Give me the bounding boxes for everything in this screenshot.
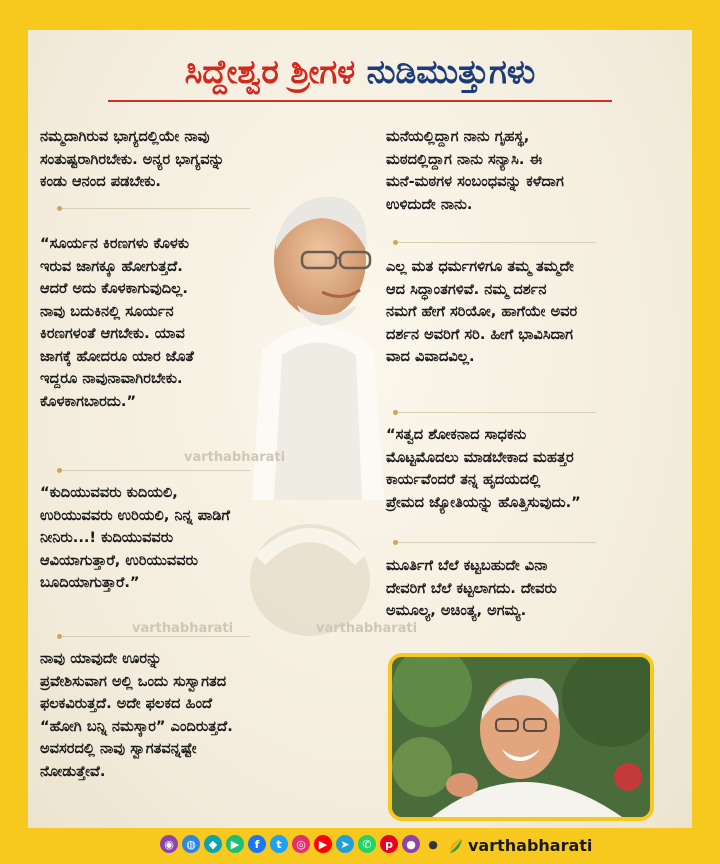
web-icon[interactable]: ◉ xyxy=(160,835,178,853)
right-quote-3 xyxy=(386,424,581,514)
text-line: ಕಂಡು ಆನಂದ ಪಡಬೇಕು. xyxy=(40,173,161,190)
text-line: ಫಲಕವಿರುತ್ತದೆ. ಅದೇ ಫಲಕದ ಹಿಂದೆ xyxy=(40,695,213,712)
left-quote-3 xyxy=(40,482,230,595)
title-red: ಸಿದ್ದೇಶ್ವರ ಶ್ರೀಗಳ xyxy=(184,52,356,91)
text-line: ಅವಸರದಲ್ಲಿ ನಾವು ಸ್ವಾಗತವನ್ನಷ್ಟೇ xyxy=(40,740,197,757)
text-line: ನಮ್ಮದಾಗಿರುವ ಭಾಗ್ಯದಲ್ಲಿಯೇ ನಾವು xyxy=(40,128,210,145)
divider xyxy=(60,470,250,471)
title-blue: ನುಡಿಮುತ್ತುಗಳು xyxy=(366,52,536,91)
text-line: ನೀನಿರು...! ಕುದಿಯುವವರು xyxy=(40,529,174,546)
text-line: “ಸೂರ್ಯನ ಕಿರಣಗಳು ಕೊಳಕು xyxy=(40,235,190,252)
instagram-icon[interactable]: ◎ xyxy=(292,835,310,853)
watermark-3: varthabharati xyxy=(316,621,418,636)
divider xyxy=(396,412,596,413)
facebook-icon[interactable]: f xyxy=(248,835,266,853)
text-line: ನಾವು ಯಾವುದೇ ಊರನ್ನು xyxy=(40,650,162,667)
text-line: ಜಾಗಕ್ಕೆ ಹೋದರೂ ಯಾರ ಜೊತೆ xyxy=(40,347,194,365)
text-line: ಮನೆಯಲ್ಲಿದ್ದಾಗ ನಾನು ಗೃಹಸ್ಥ, xyxy=(386,128,530,145)
podcast-icon[interactable]: ● xyxy=(402,835,420,853)
right-quote-4 xyxy=(386,555,557,623)
left-quote-4 xyxy=(40,648,233,783)
divider xyxy=(396,242,596,243)
telegram-icon[interactable]: ➤ xyxy=(336,835,354,853)
text-line: ಆದ ಸಿದ್ಧಾಂತಗಳಿವೆ. ನಮ್ಮ ದರ್ಶನ xyxy=(386,280,547,298)
text-line: ಕಿರಣಗಳಂತೆ ಆಗಬೇಕು. ಯಾವ xyxy=(40,325,185,342)
text-line: ಇದ್ದರೂ ನಾವುನಾವಾಗಿರಬೇಕು. xyxy=(40,370,183,387)
page-title xyxy=(0,50,720,94)
text-line: ನಾವು ಬದುಕಿನಲ್ಲಿ ಸೂರ್ಯನ xyxy=(40,302,174,320)
left-quote-2 xyxy=(40,233,194,413)
text-line: ಕೊಳಕಾಗಬಾರದು.” xyxy=(40,392,137,410)
text-line: ಪ್ರೇಮದ ಜ್ಯೋತಿಯನ್ನು ಹೊತ್ತಿಸುವುದು.” xyxy=(386,493,581,511)
text-line: ಮನೆ-ಮಠಗಳ ಸಂಬಂಧವನ್ನು ಕಳೆದಾಗ xyxy=(386,173,564,190)
text-line: ವಾದ ವಿವಾದವಿಲ್ಲ. xyxy=(386,348,475,365)
swamiji-photo xyxy=(388,653,654,821)
brand-logo-icon xyxy=(448,838,464,854)
photo-illustration xyxy=(392,657,650,817)
text-line: ಉರಿಯುವವರು ಉರಿಯಲಿ, ನಿನ್ನ ಪಾಡಿಗೆ xyxy=(40,506,230,524)
play-store-icon[interactable]: ▶ xyxy=(226,835,244,853)
title-underline xyxy=(108,100,612,102)
text-line: ಮಠದಲ್ಲಿದ್ದಾಗ ನಾನು ಸನ್ಯಾಸಿ. ಈ xyxy=(386,150,543,168)
divider xyxy=(60,636,250,637)
text-line: ಎಲ್ಲ ಮತ ಧರ್ಮಗಳಿಗೂ ತಮ್ಮ ತಮ್ಮದೇ xyxy=(386,258,574,275)
divider xyxy=(396,542,596,543)
text-line: ಸಂತುಷ್ಟರಾಗಿರಬೇಕು. ಅನ್ಯರ ಭಾಗ್ಯವನ್ನು xyxy=(40,150,225,168)
text-line: ಇರುವ ಜಾಗಕ್ಕೂ ಹೋಗುತ್ತದೆ. xyxy=(40,257,183,275)
right-quote-2 xyxy=(386,256,577,369)
text-line: ಉಳಿದುದೇ ನಾನು. xyxy=(386,195,473,213)
koo-icon[interactable]: ● xyxy=(424,835,442,853)
whatsapp-icon[interactable]: ✆ xyxy=(358,835,376,853)
social-icons xyxy=(160,835,442,857)
watermark-2: varthabharati xyxy=(132,621,234,636)
twitter-icon[interactable]: t xyxy=(270,835,288,853)
left-quote-1 xyxy=(40,126,224,194)
text-line: ಕಾರ್ಯವೆಂದರೆ ತನ್ನ ಹೃದಯದಲ್ಲಿ xyxy=(386,471,541,488)
text-line: ನೋಡುತ್ತೇವೆ. xyxy=(40,762,106,780)
app-icon[interactable]: ◆ xyxy=(204,835,222,853)
brand-name: varthabharati xyxy=(468,836,593,855)
text-line: ಬೂದಿಯಾಗುತ್ತಾರೆ.” xyxy=(40,574,140,591)
right-quote-1 xyxy=(386,126,564,216)
pinterest-icon[interactable]: p xyxy=(380,835,398,853)
text-line: ಮೊಟ್ಟಮೊದಲು ಮಾಡಬೇಕಾದ ಮಹತ್ತರ xyxy=(386,448,574,466)
watermark-1: varthabharati xyxy=(184,450,286,465)
text-line: ಮೂರ್ತಿಗೆ ಬೆಲೆ ಕಟ್ಟಬಹುದೇ ವಿನಾ xyxy=(386,557,548,574)
text-line: “ಕುದಿಯುವವರು ಕುದಿಯಲಿ, xyxy=(40,484,178,501)
text-line: ದರ್ಶನ ಅವರಿಗೆ ಸರಿ. ಹೀಗೆ ಭಾವಿಸಿದಾಗ xyxy=(386,325,574,343)
text-line: ಅಮೂಲ್ಯ, ಅಚಿಂತ್ಯ, ಅಗಮ್ಯ. xyxy=(386,602,527,619)
text-line: ದೇವರಿಗೆ ಬೆಲೆ ಕಟ್ಟಲಾಗದು. ದೇವರು xyxy=(386,579,557,597)
text-line: ಪ್ರವೇಶಿಸುವಾಗ ಅಲ್ಲಿ ಒಂದು ಸುಸ್ವಾಗತದ xyxy=(40,672,227,690)
text-line: “ಹೋಗಿ ಬನ್ನಿ ನಮಸ್ಕಾರ” ಎಂದಿರುತ್ತದೆ. xyxy=(40,717,233,735)
divider xyxy=(60,208,250,209)
text-line: ಆವಿಯಾಗುತ್ತಾರೆ, ಉರಿಯುವವರು xyxy=(40,551,199,569)
globe-icon[interactable]: ◍ xyxy=(182,835,200,853)
youtube-icon[interactable]: ▶ xyxy=(314,835,332,853)
text-line: “ಸತ್ವದ ಶೋಕನಾದ ಸಾಧಕನು xyxy=(386,426,527,443)
text-line: ನಮಗೆ ಹೇಗೆ ಸರಿಯೋ, ಹಾಗೆಯೇ ಅವರ xyxy=(386,303,578,320)
text-line: ಆದರೆ ಅದು ಕೊಳಕಾಗುವುದಿಲ್ಲ. xyxy=(40,280,188,297)
